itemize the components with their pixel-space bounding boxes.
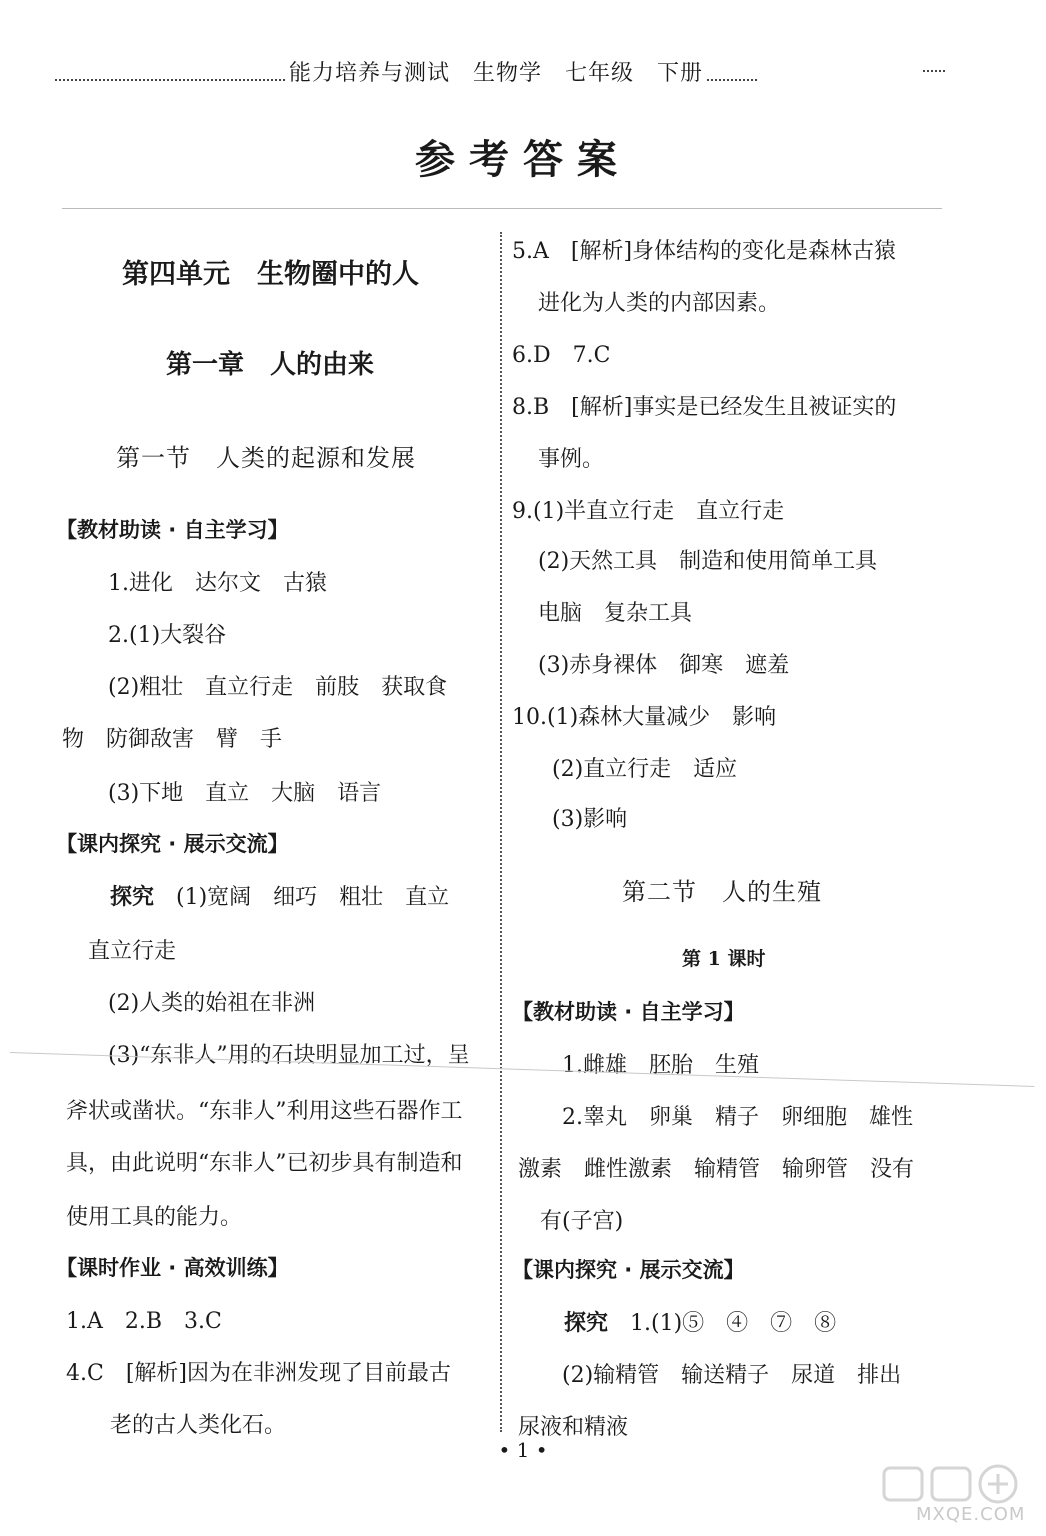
block-title-homework: 【课时作业 · 高效训练】 [56,1256,289,1280]
answer-line: 1.进化 达尔文 古猿 [108,571,327,596]
header-title: 能力培养与测试 生物学 七年级 下册 [289,60,704,86]
block-title-self-study: 【教材助读 · 自主学习】 [56,518,289,542]
answer-line: 2.睾丸 卵巢 精子 卵细胞 雄性 [562,1105,913,1130]
lesson-heading: 第 1 课时 [682,948,766,970]
answer-line [110,880,449,911]
watermark-logo [876,1462,1036,1532]
section-heading: 第二节 人的生殖 [622,878,822,906]
answer-line: 5.A [解析]身体结构的变化是森林古猿 [512,239,897,264]
block-title-self-study: 【教材助读 · 自主学习】 [512,1000,745,1024]
answer-line: 2.(1)大裂谷 [108,623,227,648]
watermark-text: MXQE.COM [916,1504,1026,1525]
title-divider [62,208,942,209]
answer-line: 电脑 复杂工具 [538,601,693,626]
answer-line: 事例。 [538,447,605,472]
answer-line: 1.A 2.B 3.C [66,1309,222,1334]
answer-line: (2)输精管 输送精子 尿道 排出 [562,1363,902,1388]
answer-line: 1.雌雄 胚胎 生殖 [562,1053,759,1078]
answer-line: (2)天然工具 制造和使用简单工具 [538,549,878,574]
answer-line: (2)直立行走 适应 [552,757,738,782]
chapter-heading: 第一章 人的由来 [166,350,375,380]
answer-line: (3)赤身裸体 御寒 遮羞 [538,653,790,678]
answer-line: (3)下地 直立 大脑 语言 [108,781,382,806]
header-dotted-leader-end [923,52,945,72]
inquiry-text: 1.(1)⑤ ④ ⑦ ⑧ [608,1311,837,1336]
inquiry-label: 探究 [564,1311,609,1336]
answer-line: 具，由此说明“东非人”已初步具有制造和 [66,1151,463,1176]
header-dotted-leader-right [707,61,757,81]
answer-line: 8.B [解析]事实是已经发生且被证实的 [512,395,897,420]
block-title-inquiry: 【课内探究 · 展示交流】 [512,1258,745,1282]
header-dotted-leader-left [55,61,285,81]
answer-line: 物 防御敌害 臂 手 [62,727,283,752]
answer-line: 老的古人类化石。 [110,1413,287,1438]
answer-line: 使用工具的能力。 [66,1205,243,1230]
answer-line: 激素 雌性激素 输精管 输卵管 没有 [518,1157,915,1182]
section-heading: 第一节 人类的起源和发展 [116,444,416,472]
answer-line: 直立行走 [88,939,177,964]
inquiry-label: 探究 [110,885,155,910]
answer-line: 尿液和精液 [518,1415,629,1440]
answer-line: 有(子宫) [540,1209,624,1234]
block-title-inquiry: 【课内探究 · 展示交流】 [56,832,289,856]
answer-line: (2)粗壮 直立行走 前肢 获取食 [108,675,448,700]
column-separator [500,232,502,1432]
page-number: • 1 • [498,1438,548,1462]
answer-line [564,1306,836,1337]
unit-heading: 第四单元 生物圈中的人 [122,259,419,290]
running-header [55,52,945,90]
watermark-glyph-icon [876,1462,1036,1506]
answer-line: 6.D 7.C [512,343,611,368]
page-fold-line [10,1052,1034,1087]
answer-line: (3)影响 [552,807,628,832]
answer-line: 4.C [解析]因为在非洲发现了目前最古 [66,1361,451,1386]
answer-line: 进化为人类的内部因素。 [538,291,781,316]
answer-line: (2)人类的始祖在非洲 [108,991,316,1016]
answer-line: 斧状或凿状。“东非人”利用这些石器作工 [66,1099,463,1124]
page-title: 参考答案 [415,136,631,183]
answer-line: 10.(1)森林大量减少 影响 [512,705,777,730]
answer-line: 9.(1)半直立行走 直立行走 [512,499,785,524]
inquiry-text: (1)宽阔 细巧 粗壮 直立 [154,885,450,910]
answer-line: (3)“东非人”用的石块明显加工过，呈 [108,1043,470,1068]
